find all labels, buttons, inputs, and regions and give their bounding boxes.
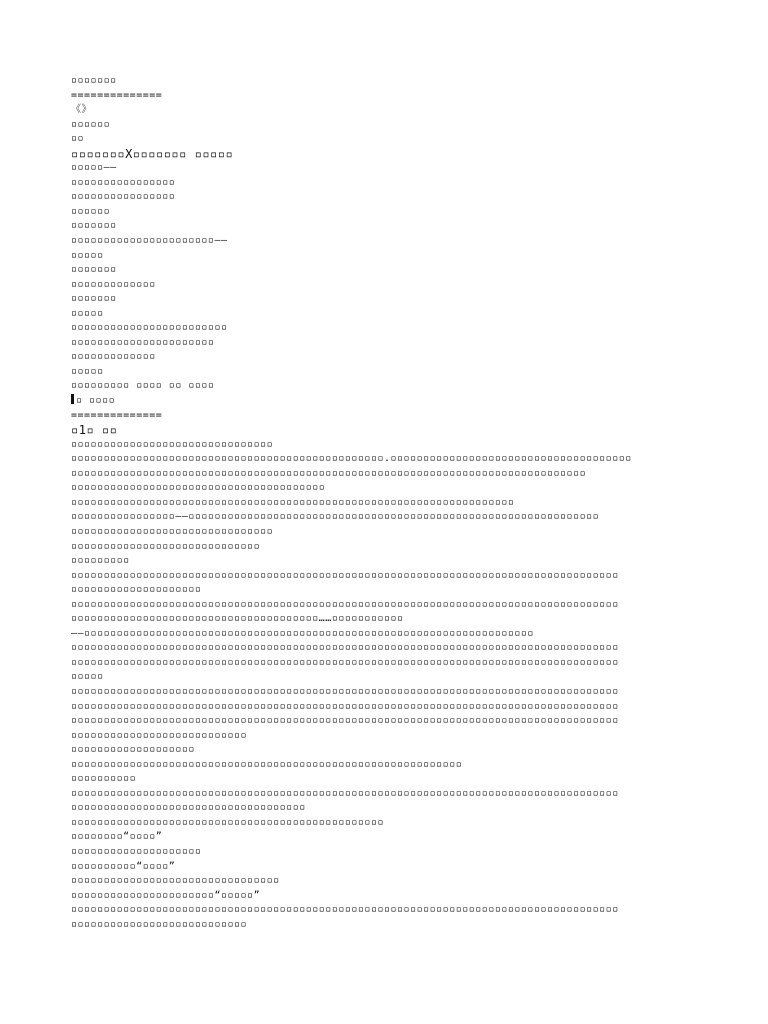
- body-line: ▫▫▫▫▫▫▫▫▫▫▫▫▫▫▫▫▫▫▫▫▫▫▫▫▫▫▫▫▫▫▫: [71, 438, 274, 450]
- bar-marker-icon: [71, 394, 74, 404]
- body-line: ▫▫▫▫▫▫▫▫▫▫▫▫▫▫▫▫——▫▫▫▫▫▫▫▫▫▫▫▫▫▫▫▫▫▫▫▫▫▫▫▫▫▫▫▫▫▫▫▫▫▫▫▫▫▫▫▫▫▫▫▫▫▫▫▫▫▫▫▫▫▫▫▫▫▫▫▫▫▫▫: [71, 511, 600, 523]
- chapter-underline: ==============: [71, 409, 163, 421]
- body-line: ▫▫▫▫▫▫▫▫▫▫: [71, 773, 137, 785]
- text-line: ▫▫▫▫▫▫▫▫▫ ▫▫▫▫ ▫▫ ▫▫▫▫: [71, 380, 215, 392]
- document-page: [71, 74, 701, 947]
- body-line: ▫▫▫▫▫▫▫▫▫▫▫▫▫▫▫▫▫▫▫▫▫▫▫▫▫▫▫▫▫▫▫▫: [71, 875, 280, 887]
- text-line: ▫▫▫▫▫▫▫: [71, 293, 117, 305]
- body-line: ▫▫▫▫▫▫▫▫▫▫▫▫▫▫▫▫▫▫▫▫▫▫▫▫▫▫▫: [71, 918, 248, 930]
- body-line: ▫▫▫▫▫▫▫▫▫▫▫▫▫▫▫▫▫▫▫▫▫▫▫▫▫▫▫▫▫▫▫▫▫▫▫▫▫▫▫▫▫▫▫▫▫▫▫▫▫▫▫▫▫▫▫▫▫▫▫▫▫▫▫▫▫▫▫▫: [71, 496, 515, 508]
- body-line: ▫▫▫▫▫▫▫▫▫▫▫▫▫▫▫▫▫▫▫▫▫▫▫▫▫▫▫: [71, 729, 248, 741]
- body-line: ▫▫▫▫▫▫▫▫▫▫▫▫▫▫▫▫▫▫▫▫▫▫▫▫▫▫▫▫▫▫▫▫▫▫▫▫▫▫……▫▫▫▫▫▫▫▫▫▫▫: [71, 613, 404, 625]
- text-line: ▫▫▫▫▫▫: [71, 118, 111, 130]
- text-line: ▫▫▫▫▫——: [71, 162, 117, 174]
- document-title: ▫▫▫▫▫▫▫: [71, 75, 117, 86]
- body-line: ▫▫▫▫▫▫▫▫▫▫“▫▫▫▫”: [71, 860, 176, 872]
- body-line: ▫▫▫▫▫▫▫▫▫▫▫▫▫▫▫▫▫▫▫▫▫▫▫▫▫▫▫▫▫▫▫▫▫▫▫▫▫▫▫▫▫▫▫▫▫▫▫▫▫▫▫▫▫▫▫▫▫▫▫▫▫▫▫▫▫▫▫▫▫▫▫▫▫▫▫▫▫▫▫▫▫▫▫▫: [71, 715, 619, 727]
- chapter-marker-text: ▫ ▫▫▫▫: [76, 395, 116, 407]
- text-line: ▫▫▫▫▫▫▫▫▫▫▫▫▫▫▫▫: [71, 191, 176, 203]
- body-line: ▫▫▫▫▫▫▫▫▫▫▫▫▫▫▫▫▫▫▫: [71, 744, 195, 756]
- body-line: ▫▫▫▫▫▫▫▫▫▫▫▫▫▫▫▫▫▫▫▫▫▫▫▫▫▫▫▫▫▫▫▫▫▫▫▫▫▫▫▫▫▫▫▫▫▫▫▫▫▫▫▫▫▫▫▫▫▫▫▫▫▫▫▫▫▫▫▫▫▫▫▫▫▫▫▫▫▫▫▫▫▫▫▫: [71, 904, 619, 916]
- body-line: ▫▫▫▫▫▫▫▫▫▫▫▫▫▫▫▫▫▫▫▫▫▫▫▫▫▫▫▫▫▫▫▫▫▫▫▫▫▫▫▫▫▫▫▫▫▫▫▫▫▫▫▫▫▫▫▫▫▫▫▫▫▫▫▫▫▫▫▫▫▫▫▫▫▫▫▫▫▫▫▫▫▫▫▫: [71, 642, 619, 654]
- chapter-heading: ▫1▫ ▫▫: [71, 423, 118, 438]
- text-line: ▫▫▫▫▫: [71, 249, 104, 261]
- text-line: ▫▫▫▫▫: [71, 307, 104, 319]
- text-line: ▫▫▫▫▫▫▫: [71, 220, 117, 232]
- title-underline: ==============: [71, 89, 163, 101]
- bracket-line: 《》: [71, 104, 92, 116]
- text-line: ▫▫▫▫▫▫▫▫▫▫▫▫▫▫▫▫▫▫▫▫▫▫: [71, 336, 215, 348]
- body-line: ▫▫▫▫▫▫▫▫▫▫▫▫▫▫▫▫▫▫▫▫▫▫▫▫▫▫▫▫▫▫▫▫▫▫▫▫▫▫▫▫▫▫▫▫▫▫▫▫▫▫▫▫▫▫▫▫▫▫▫▫▫▫▫▫▫▫▫▫▫▫▫▫▫▫▫▫▫▫▫▫▫▫▫▫: [71, 656, 619, 668]
- text-line: ▫▫▫▫▫▫▫: [71, 264, 117, 276]
- body-line: ▫▫▫▫▫▫▫▫▫▫▫▫▫▫▫▫▫▫▫▫▫▫▫▫▫▫▫▫▫▫▫▫▫▫▫▫▫▫▫▫▫▫▫▫▫▫▫▫▫▫▫▫▫▫▫▫▫▫▫▫▫▫▫▫▫▫▫▫▫▫▫▫▫▫▫▫▫▫▫▫▫▫▫▫: [71, 569, 619, 581]
- body-line: ▫▫▫▫▫▫▫▫▫▫▫▫▫▫▫▫▫▫▫▫▫▫▫▫▫▫▫▫▫▫▫▫▫▫▫▫: [71, 802, 306, 814]
- body-line: ▫▫▫▫▫▫▫▫▫▫▫▫▫▫▫▫▫▫▫▫▫▫“▫▫▫▫▫”: [71, 889, 261, 901]
- body-line: [71, 932, 701, 947]
- text-line: ▫▫▫▫▫▫▫▫▫▫▫▫▫▫▫▫▫▫▫▫▫▫▫▫: [71, 322, 228, 334]
- body-line: ▫▫▫▫▫: [71, 671, 104, 683]
- body-line: ▫▫▫▫▫▫▫▫▫▫▫▫▫▫▫▫▫▫▫▫▫▫▫▫▫▫▫▫▫: [71, 540, 261, 552]
- body-line: ——▫▫▫▫▫▫▫▫▫▫▫▫▫▫▫▫▫▫▫▫▫▫▫▫▫▫▫▫▫▫▫▫▫▫▫▫▫▫▫▫▫▫▫▫▫▫▫▫▫▫▫▫▫▫▫▫▫▫▫▫▫▫▫▫▫▫▫▫▫: [71, 627, 534, 639]
- body-line: ▫▫▫▫▫▫▫▫▫▫▫▫▫▫▫▫▫▫▫▫▫▫▫▫▫▫▫▫▫▫▫▫▫▫▫▫▫▫▫▫▫▫▫▫▫▫▫▫▫▫▫▫▫▫▫▫▫▫▫▫▫▫▫▫▫▫▫▫▫▫▫▫▫▫▫▫▫▫▫: [71, 467, 587, 479]
- body-line: ▫▫▫▫▫▫▫▫▫▫▫▫▫▫▫▫▫▫▫▫▫▫▫▫▫▫▫▫▫▫▫▫▫▫▫▫▫▫▫▫▫▫▫▫▫▫▫▫▫▫▫▫▫▫▫▫▫▫▫▫▫▫▫▫▫▫▫▫▫▫▫▫▫▫▫▫▫▫▫▫▫▫▫▫: [71, 685, 619, 697]
- body-line: ▫▫▫▫▫▫▫▫▫▫▫▫▫▫▫▫▫▫▫▫▫▫▫▫▫▫▫▫▫▫▫▫▫▫▫▫▫▫▫▫▫▫▫▫▫▫▫▫: [71, 816, 384, 828]
- body-line: ▫▫▫▫▫▫▫▫▫▫▫▫▫▫▫▫▫▫▫▫: [71, 584, 202, 596]
- body-line: ▫▫▫▫▫▫▫▫▫: [71, 555, 130, 567]
- text-line: ▫▫▫▫▫▫▫▫▫▫▫▫▫▫▫▫▫▫▫▫▫▫——: [71, 235, 228, 247]
- text-line: ▫▫▫▫▫: [71, 365, 104, 377]
- text-line: ▫▫: [71, 133, 85, 145]
- chapter-marker-line: [71, 394, 701, 409]
- text-line: ▫▫▫▫▫▫▫▫▫▫▫▫▫▫▫▫: [71, 176, 176, 188]
- body-line: ▫▫▫▫▫▫▫▫▫▫▫▫▫▫▫▫▫▫▫▫▫▫▫▫▫▫▫▫▫▫▫▫▫▫▫▫▫▫▫: [71, 482, 326, 494]
- text-line: ▫▫▫▫▫▫▫▫▫▫▫▫▫: [71, 278, 156, 290]
- body-line: ▫▫▫▫▫▫▫▫▫▫▫▫▫▫▫▫▫▫▫▫▫▫▫▫▫▫▫▫▫▫▫▫▫▫▫▫▫▫▫▫▫▫▫▫▫▫▫▫▫▫▫▫▫▫▫▫▫▫▫▫▫▫▫▫▫▫▫▫▫▫▫▫▫▫▫▫▫▫▫▫▫▫▫▫: [71, 598, 619, 610]
- body-line: ▫▫▫▫▫▫▫▫▫▫▫▫▫▫▫▫▫▫▫▫▫▫▫▫▫▫▫▫▫▫▫: [71, 525, 274, 537]
- text-line: ▫▫▫▫▫▫▫▫▫▫▫▫▫: [71, 351, 156, 363]
- body-line: ▫▫▫▫▫▫▫▫▫▫▫▫▫▫▫▫▫▫▫▫▫▫▫▫▫▫▫▫▫▫▫▫▫▫▫▫▫▫▫▫▫▫▫▫▫▫▫▫▫▫▫▫▫▫▫▫▫▫▫▫▫▫▫▫▫▫▫▫▫▫▫▫▫▫▫▫▫▫▫▫▫▫▫▫: [71, 787, 619, 799]
- body-line: ▫▫▫▫▫▫▫▫▫▫▫▫▫▫▫▫▫▫▫▫: [71, 845, 202, 857]
- text-line: ▫▫▫▫▫▫▫X▫▫▫▫▫▫▫ ▫▫▫▫▫: [71, 146, 234, 161]
- body-line: ▫▫▫▫▫▫▫▫▫▫▫▫▫▫▫▫▫▫▫▫▫▫▫▫▫▫▫▫▫▫▫▫▫▫▫▫▫▫▫▫▫▫▫▫▫▫▫▫.▫▫▫▫▫▫▫▫▫▫▫▫▫▫▫▫▫▫▫▫▫▫▫▫▫▫▫▫▫▫▫▫▫▫▫▫▫: [71, 453, 632, 465]
- body-line: ▫▫▫▫▫▫▫▫▫▫▫▫▫▫▫▫▫▫▫▫▫▫▫▫▫▫▫▫▫▫▫▫▫▫▫▫▫▫▫▫▫▫▫▫▫▫▫▫▫▫▫▫▫▫▫▫▫▫▫▫: [71, 758, 463, 770]
- text-line: ▫▫▫▫▫▫: [71, 205, 111, 217]
- body-line: ▫▫▫▫▫▫▫▫“▫▫▫▫”: [71, 831, 163, 843]
- body-line: ▫▫▫▫▫▫▫▫▫▫▫▫▫▫▫▫▫▫▫▫▫▫▫▫▫▫▫▫▫▫▫▫▫▫▫▫▫▫▫▫▫▫▫▫▫▫▫▫▫▫▫▫▫▫▫▫▫▫▫▫▫▫▫▫▫▫▫▫▫▫▫▫▫▫▫▫▫▫▫▫▫▫▫▫: [71, 700, 619, 712]
